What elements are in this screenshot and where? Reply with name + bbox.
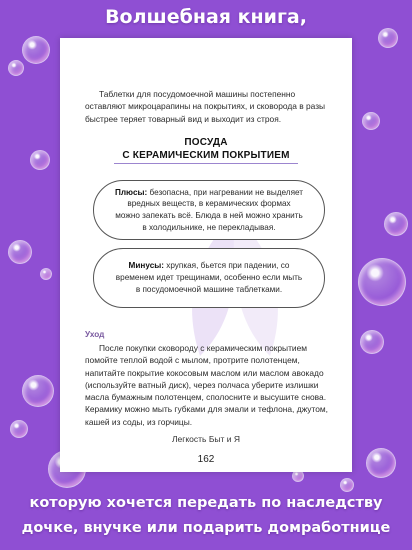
- book-page: [60, 38, 352, 472]
- bubble-decoration: [22, 36, 50, 64]
- bubble-decoration: [362, 112, 380, 130]
- banner-title: Волшебная книга,: [105, 6, 307, 28]
- bubble-decoration: [340, 478, 354, 492]
- intro-paragraph: Таблетки для посудомоечной машины постепенно оставляют микроцарапины на покрытиях, и сковорода в разы быстрее теряет товарный вид и выходит из строя.: [85, 89, 326, 124]
- section-heading: [60, 136, 352, 164]
- pros-label: Плюсы:: [114, 187, 148, 197]
- section-heading-line2: С КЕРАМИЧЕСКИМ ПОКРЫТИЕМ: [122, 150, 290, 161]
- bubble-decoration: [8, 240, 32, 264]
- bubble-decoration: [40, 268, 52, 280]
- bubble-decoration: [360, 330, 384, 354]
- bubble-decoration: [358, 258, 406, 306]
- bubble-decoration: [10, 420, 28, 438]
- care-paragraph: После покупки сковороду с керамическим покрытием помойте теплой водой с мылом, протрите полотенцем, напитайте покрытие кокосовым маслом или маслом авокадо (используйте ватный диск), через полчаса уберите излишки масла бумажным полотенцем, сполосните и высушите снова. Керамику можно мыть губками для эмали и тефлона, джутом, кашей из соды, из горчицы.: [85, 343, 328, 427]
- page-footer: Легкость Быт и Я: [171, 434, 241, 444]
- page-number: 162: [197, 454, 215, 465]
- bubble-decoration: [384, 212, 408, 236]
- cons-label: Минусы:: [128, 261, 164, 271]
- section-heading-line1: ПОСУДА: [184, 137, 228, 148]
- cons-box: [93, 248, 325, 308]
- bubble-decoration: [30, 150, 50, 170]
- bubble-decoration: [366, 448, 396, 478]
- bubble-decoration: [22, 375, 54, 407]
- caption-line1: которую хочется передать по наследству: [29, 495, 383, 511]
- caption-line2: дочке, внучке или подарить домработнице: [21, 520, 391, 536]
- heading-underline: [114, 163, 298, 164]
- pros-box: [93, 180, 325, 240]
- bubble-decoration: [378, 28, 398, 48]
- care-label: Уход: [85, 330, 105, 339]
- bubble-decoration: [8, 60, 24, 76]
- cons-text: хрупкая, бьется при падении, со временем идет трещинами, особенно если мыть в посудомоечной машине таблетками.: [115, 261, 303, 294]
- pros-text: безопасна, при нагревании не выделяет вредных веществ, в керамических формах можно запекать всё. Блюда в ней можно хранить в холодильнике, не перекладывая.: [115, 187, 304, 232]
